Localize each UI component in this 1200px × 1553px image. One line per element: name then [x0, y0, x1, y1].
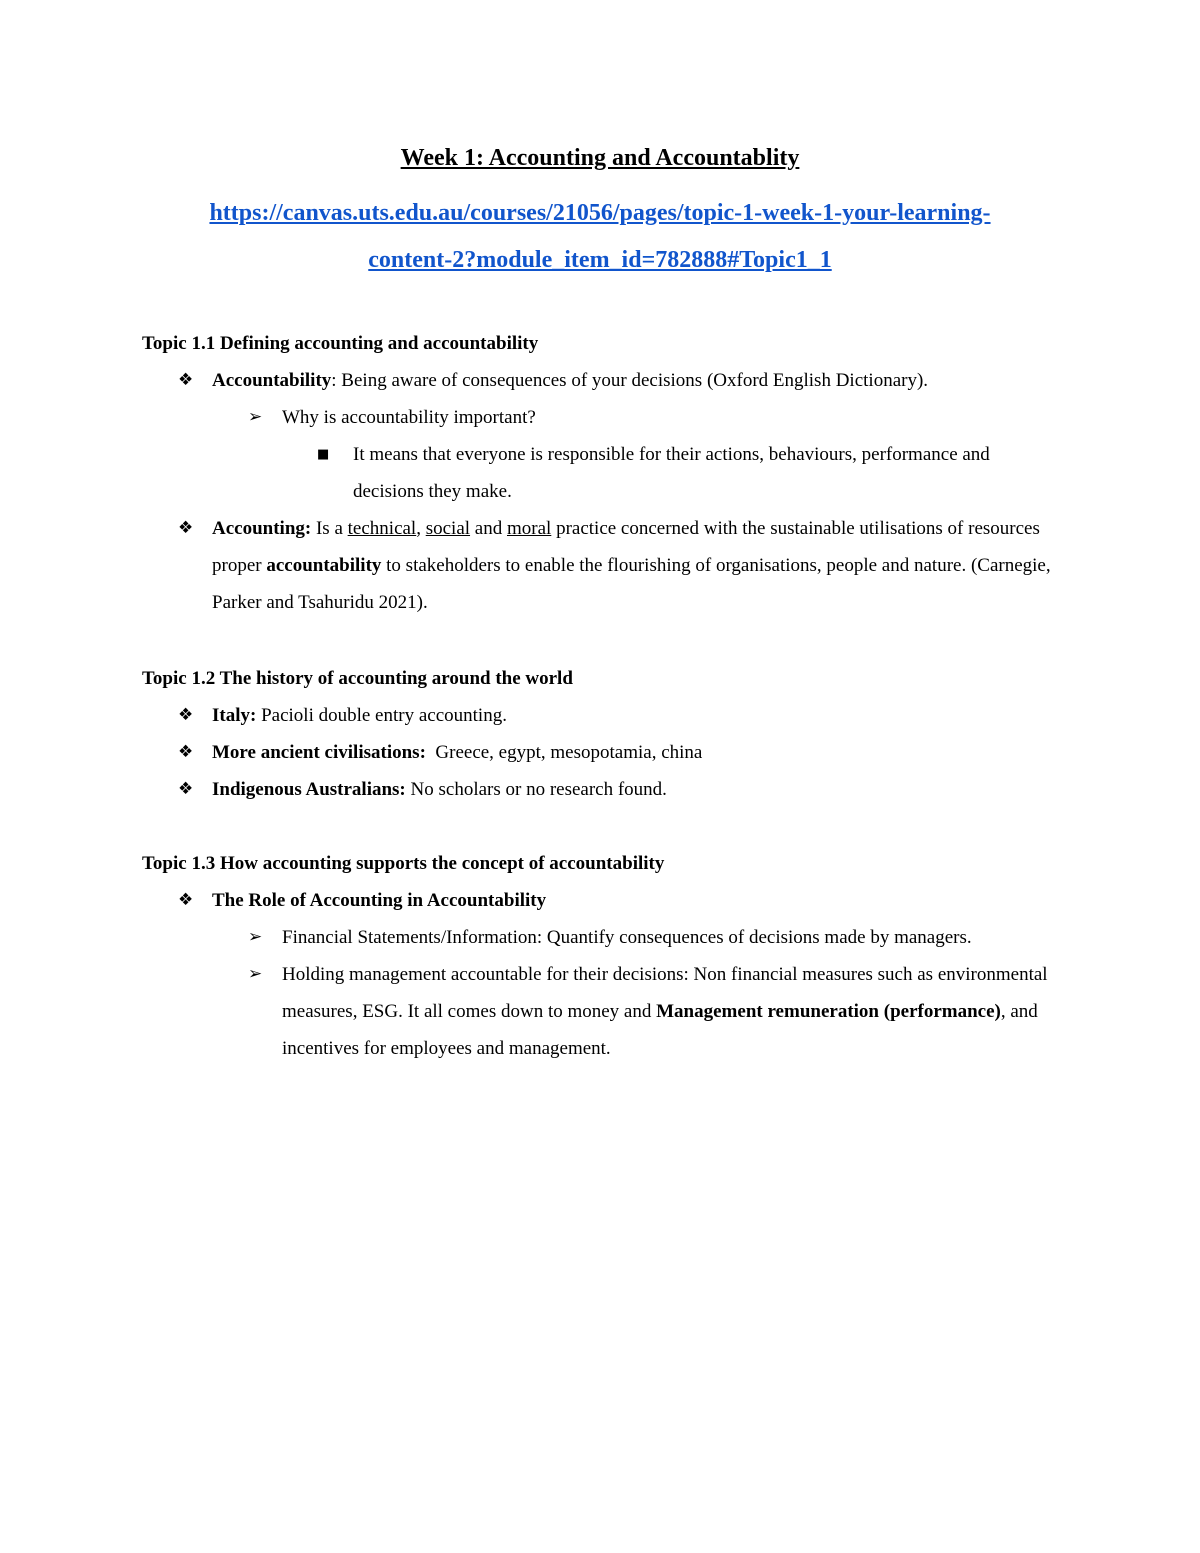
indigenous-text: No scholars or no research found.: [405, 779, 667, 800]
diamond-bullet-icon: ❖: [178, 779, 194, 799]
list-item: [142, 362, 1062, 399]
list-item: [142, 919, 1062, 956]
accounting-text: Is a: [311, 518, 348, 539]
course-link[interactable]: [209, 200, 990, 273]
holding-management-text: Holding management accountable for their decisions: Non financial measures such as environmental measures, ESG. It all comes down to money and: [282, 964, 1048, 1022]
arrow-bullet-icon: ➢: [248, 407, 263, 427]
topic-1-1-section: [142, 325, 1062, 621]
list-item: [142, 697, 1062, 734]
comma: ,: [416, 518, 421, 539]
diamond-bullet-icon: ❖: [178, 518, 194, 538]
accountability-bold: accountability: [266, 555, 382, 576]
and-word: and: [470, 518, 507, 539]
role-heading: The Role of Accounting in Accountability: [212, 890, 547, 911]
accountability-term: Accountability: [212, 370, 332, 391]
italy-text: Pacioli double entry accounting.: [256, 705, 507, 726]
holding-management-end: , and incentives for employees and management.: [282, 1001, 1038, 1059]
diamond-bullet-icon: ❖: [178, 742, 194, 762]
course-link-line1: https://canvas.uts.edu.au/courses/21056/pages/topic-1-week-1-your-learning-: [209, 200, 991, 226]
course-link-block: [100, 190, 1100, 284]
diamond-bullet-icon: ❖: [178, 705, 194, 725]
topic-1-2-heading: Topic 1.2 The history of accounting around the world: [142, 668, 573, 689]
ancient-term: More ancient civilisations:: [212, 742, 426, 763]
list-item: [142, 956, 1062, 1067]
course-link-line2: content-2?module_item_id=782888#Topic1_1: [368, 247, 832, 273]
list-item: [142, 510, 1062, 621]
list-item: [142, 399, 1062, 436]
diamond-bullet-icon: ❖: [178, 890, 194, 910]
accounting-text-3: to stakeholders to enable the flourishing of organisations, people and nature. (Carnegie, Parker and Tsahuridu 2021).: [212, 555, 1051, 613]
word-moral: moral: [506, 518, 552, 539]
word-technical: technical: [347, 518, 417, 539]
financial-statements-point: Financial Statements/Information: Quantify consequences of decisions made by managers.: [282, 927, 972, 948]
accountability-definition: : Being aware of consequences of your decisions (Oxford English Dictionary).: [331, 370, 929, 391]
list-item: [142, 734, 1062, 771]
word-social: social: [425, 518, 471, 539]
page-title: Week 1: Accounting and Accountablity: [400, 145, 800, 171]
italy-term: Italy:: [212, 705, 257, 726]
accounting-text-2: practice concerned with the sustainable utilisations of resources proper: [212, 518, 1040, 576]
topic-1-3-section: [142, 845, 1062, 1067]
why-question: Why is accountability important?: [282, 407, 536, 428]
indigenous-term: Indigenous Australians:: [212, 779, 406, 800]
topic-1-3-heading: Topic 1.3 How accounting supports the concept of accountability: [142, 853, 665, 874]
topic-1-1-heading: Topic 1.1 Defining accounting and accountability: [142, 333, 539, 354]
management-remuneration: Management remuneration (performance): [656, 1001, 1001, 1022]
list-item: [142, 882, 1062, 919]
arrow-bullet-icon: ➢: [248, 927, 263, 947]
ancient-text: Greece, egypt, mesopotamia, china: [425, 742, 703, 763]
square-bullet-icon: ■: [317, 447, 330, 462]
list-item: [142, 436, 1062, 510]
topic-1-2-section: [142, 660, 1062, 808]
accounting-term: Accounting:: [212, 518, 312, 539]
list-item: [142, 771, 1062, 808]
arrow-bullet-icon: ➢: [248, 964, 263, 984]
diamond-bullet-icon: ❖: [178, 370, 194, 390]
why-answer: It means that everyone is responsible for their actions, behaviours, performance and decisions they make.: [353, 444, 990, 502]
